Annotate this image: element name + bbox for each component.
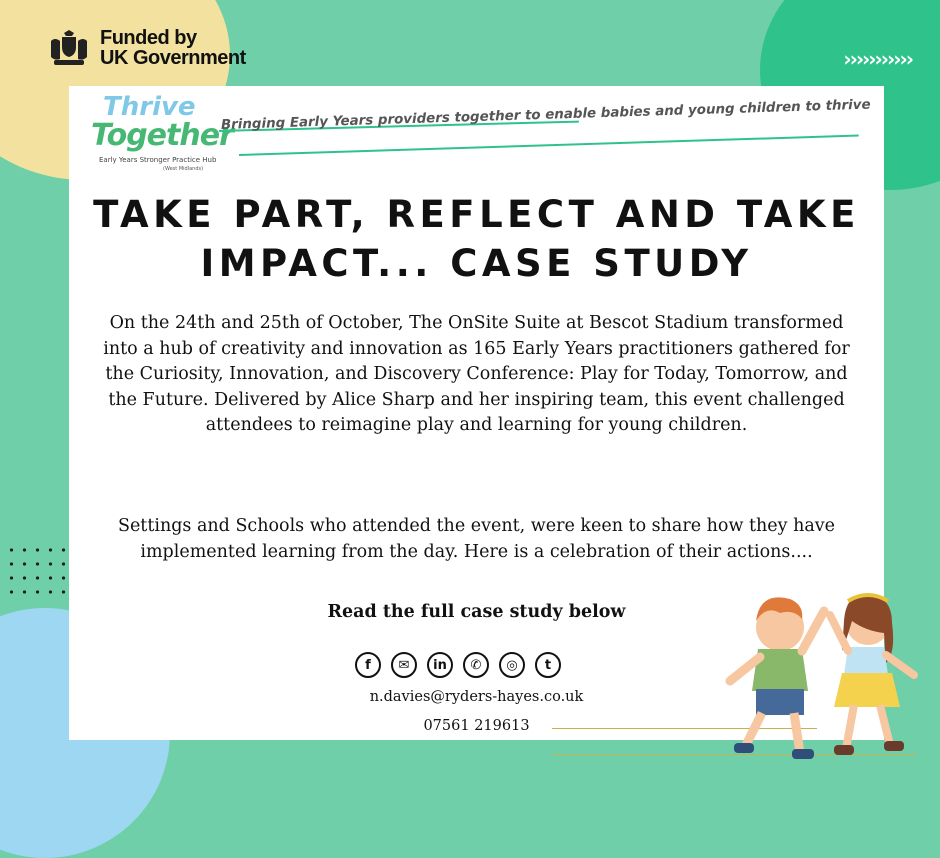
logo-word-together: Together xyxy=(91,118,233,153)
title-line1: TAKE PART, REFLECT AND TAKE xyxy=(93,193,860,236)
celebration-paragraph: Settings and Schools who attended the event, were keen to share how they have implemented learning from the day. Here is a celebration of their actions.... xyxy=(117,516,836,562)
linkedin-icon[interactable]: in xyxy=(427,652,453,678)
tumblr-icon[interactable]: t xyxy=(535,652,561,678)
contact-phone: 07561 219613 xyxy=(423,718,530,734)
tagline: Bringing Early Years providers together to enable babies and young children to thrive xyxy=(220,97,871,133)
social-links xyxy=(355,652,561,678)
funded-by-uk-government xyxy=(48,28,246,68)
chevrons-decoration: ››››››››››› xyxy=(843,47,912,71)
page-title xyxy=(69,190,884,288)
intro-paragraph: On the 24th and 25th of October, The OnSite Suite at Bescot Stadium transformed into a hub of creativity and innovation as 165 Early Years practitioners gathered for the Curiosity, Innovation, and Discovery Conference: Play for Today, Tomorrow, and the Future. Delivered by Alice Sharp and her inspiring team, this event challenged attendees to reimagine play and learning for young children. xyxy=(103,313,850,435)
funded-line1: Funded by xyxy=(100,27,197,49)
thrive-together-logo xyxy=(85,92,233,184)
logo-word-thrive: Thrive xyxy=(103,92,196,122)
title-line2: IMPACT... CASE STUDY xyxy=(200,242,753,285)
contact-email[interactable]: n.davies@ryders-hayes.co.uk xyxy=(369,689,584,705)
funded-line2: UK Government xyxy=(100,47,246,69)
logo-subtitle: Early Years Stronger Practice Hub xyxy=(99,156,217,164)
facebook-icon[interactable]: f xyxy=(355,652,381,678)
logo-region: (West Midlands) xyxy=(163,166,204,172)
read-more-text: Read the full case study below xyxy=(327,602,626,622)
email-icon[interactable]: ✉ xyxy=(391,652,417,678)
instagram-icon[interactable]: ◎ xyxy=(499,652,525,678)
whatsapp-icon[interactable]: ✆ xyxy=(463,652,489,678)
tagline-underline-bottom xyxy=(239,135,859,156)
royal-coat-of-arms-icon xyxy=(48,29,90,67)
children-high-five-illustration xyxy=(720,585,940,775)
